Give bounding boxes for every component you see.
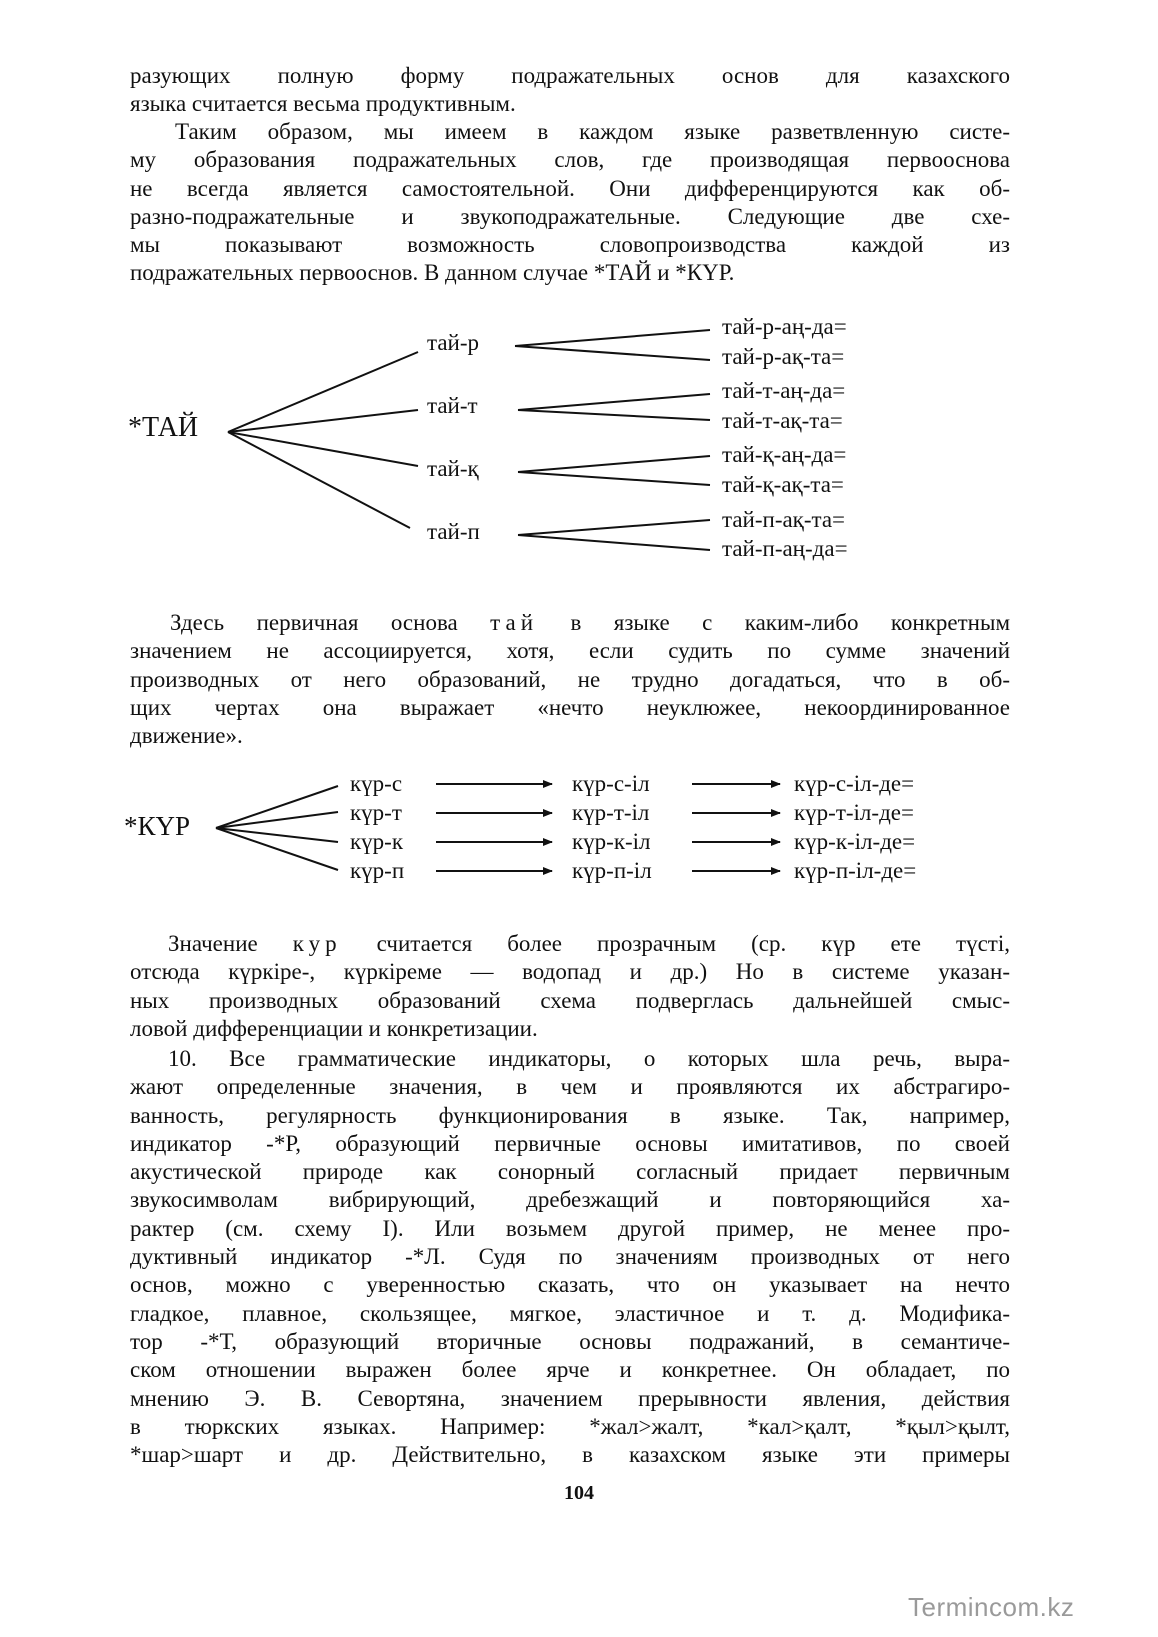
paragraph-2 [130, 118, 1010, 288]
text-line: му образования подражательных слов, где производящая первооснова [130, 147, 1010, 173]
tai-stem: тай-қ [427, 456, 479, 481]
tai-leaf: тай-қ-аң-да= [722, 442, 847, 467]
text-fragment: Здесь первичная основа [170, 610, 491, 635]
kur-verb: күр-с-іл-де= [794, 771, 915, 796]
paragraph-5 [130, 1045, 1010, 1469]
text-line: ском отношении выражен более ярче и конкретнее. Он обладает, по [130, 1357, 1010, 1383]
tai-leaf: тай-п-аң-да= [722, 536, 848, 561]
tai-root-label: *ТАЙ [128, 412, 199, 443]
text-fragment: Значение [168, 931, 293, 956]
text-line: дуктивный индикатор -*Л. Судя по значениям производных от него [130, 1244, 1010, 1270]
tai-leaf: тай-п-ақ-та= [722, 507, 846, 532]
text-line: щих чертах она выражает «нечто неуклюжее, некоординированное [130, 694, 1010, 720]
text-line: жают определенные значения, в чем и проявляются их абстрагиро- [130, 1074, 1010, 1100]
text-line: отсюда күркіре-, күркіреме — водопад и др.) Но в системе указан- [130, 959, 1010, 985]
tai-stem: тай-п [427, 519, 480, 544]
tai-leaf: тай-т-аң-да= [722, 378, 846, 403]
paragraph-1 [130, 62, 1010, 119]
text-line: ванность, регулярность функционирования в языке. Так, например, [130, 1102, 1010, 1128]
kur-verb: күр-т-іл-де= [794, 800, 914, 825]
text-line: акустической природе как сонорный согласный придает первичным [130, 1159, 1010, 1185]
text-line: движение». [130, 723, 243, 749]
tai-leaf: тай-т-ақ-та= [722, 408, 843, 433]
kur-stem: күр-п [350, 858, 405, 883]
text-line: не всегда является самостоятельной. Они дифференцируются как об- [130, 175, 1010, 201]
text-line: мы показывают возможность словопроизводства каждой из [130, 232, 1010, 258]
tai-stem: тай-р [427, 330, 480, 355]
text-line: ных производных образований схема подверглась дальнейшей смыс- [130, 987, 1010, 1013]
kur-root-label: *КҮР [124, 811, 191, 841]
text-line: индикатор -*Р, образующий первичные основы имитативов, по своей [130, 1130, 1010, 1156]
paragraph-4 [130, 930, 1010, 1043]
kur-verb: күр-к-іл-де= [794, 829, 916, 854]
text-line: подражательных первооснов. В данном случае *ТАЙ и *КҮР. [130, 260, 735, 286]
paragraph-3 [130, 609, 1010, 750]
tai-derivation-diagram [0, 300, 1158, 570]
text-line: 10. Все грамматические индикаторы, о которых шла речь, выра- [168, 1046, 1010, 1071]
text-line: мнению Э. В. Севортяна, значением прерывности явления, действия [130, 1385, 1010, 1411]
text-line: разующих полную форму подражательных основ для казахского [130, 63, 1010, 88]
page-number: 104 [564, 1482, 594, 1504]
kur-derivative: күр-с-іл [572, 771, 650, 796]
text-line: Таким образом, мы имеем в каждом языке разветвленную систе- [175, 119, 1010, 144]
spaced-term: тай [490, 610, 539, 635]
tai-leaf: тай-р-аң-да= [722, 314, 847, 339]
kur-derivative: күр-к-іл [572, 829, 651, 854]
text-line: ловой дифференциации и конкретизации. [130, 1015, 538, 1041]
text-line: гладкое, плавное, скользящее, мягкое, эластичное и т. д. Модифика- [130, 1300, 1010, 1326]
kur-derivative: күр-т-іл [572, 800, 650, 825]
kur-stem: күр-к [350, 829, 404, 854]
text-line [130, 930, 1010, 958]
text-fragment: считается более прозрачным (ср. күр ете түсті, [341, 931, 1010, 956]
text-line: значением не ассоциируется, хотя, если судить по сумме значений [130, 638, 1010, 664]
tai-leaf: тай-р-ақ-та= [722, 344, 845, 369]
site-watermark: Termincom.kz [908, 1592, 1075, 1622]
spaced-term: кур [292, 931, 342, 956]
text-line: разно-подражательные и звукоподражательные. Следующие две схе- [130, 203, 1010, 229]
kur-verb: күр-п-іл-де= [794, 858, 917, 883]
text-line: рактер (см. схему I). Или возьмем другой пример, не менее про- [130, 1215, 1010, 1241]
text-line: звукосимволам вибрирующий, дребезжащий и повторяющийся ха- [130, 1187, 1010, 1213]
text-line: языка считается весьма продуктивным. [130, 91, 516, 117]
text-line: *шар>шарт и др. Действительно, в казахском языке эти примеры [130, 1442, 1010, 1468]
tai-stem: тай-т [427, 393, 478, 418]
text-line: основ, можно с уверенностью сказать, что он указывает на нечто [130, 1272, 1010, 1298]
tai-leaf: тай-қ-ақ-та= [722, 472, 844, 497]
kur-stem: күр-с [350, 771, 403, 796]
kur-derivation-diagram [0, 765, 1158, 895]
kur-derivative: күр-п-іл [572, 858, 652, 883]
text-line: в тюркских языках. Например: *жал>жалт, *кал>қалт, *қыл>қылт, [130, 1413, 1010, 1439]
kur-stem: күр-т [350, 800, 402, 825]
text-line [130, 609, 1010, 637]
text-fragment: в языке с каким-либо конкретным [538, 610, 1010, 635]
text-line: тор -*Т, образующий вторичные основы подражаний, в семантиче- [130, 1328, 1010, 1354]
text-line: производных от него образований, не трудно догадаться, что в об- [130, 666, 1010, 692]
